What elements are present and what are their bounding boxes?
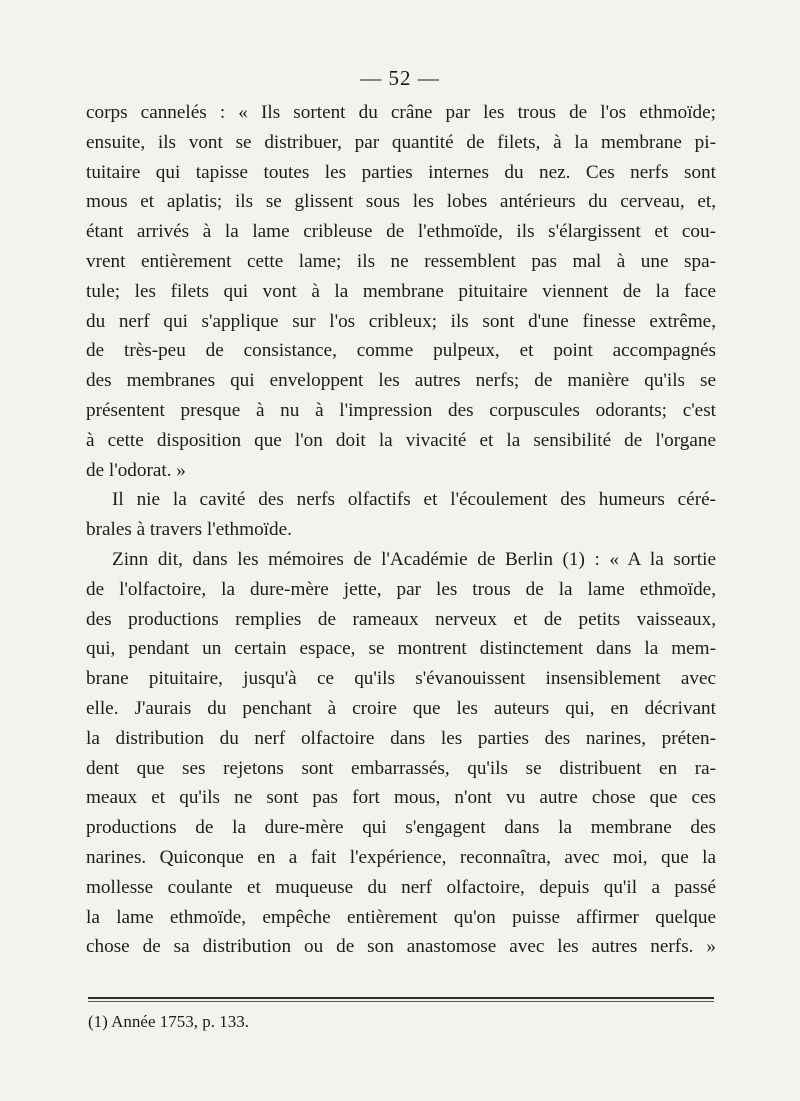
footnote-divider — [88, 997, 714, 999]
text-line: mous et aplatis; ils se glissent sous les lobes antérieurs du cerveau, et, — [86, 191, 716, 213]
text-line: corps cannelés : « Ils sortent du crâne par les trous de l'os ethmoïde; — [86, 102, 716, 123]
text-line: meaux et qu'ils ne sont pas fort mous, n'ont vu autre chose que ces — [86, 787, 716, 809]
text-line: productions de la dure-mère qui s'engagent dans la membrane des — [86, 817, 716, 839]
text-line: la distribution du nerf olfactoire dans les parties des narines, préten- — [86, 727, 716, 749]
text-line: tuitaire qui tapisse toutes les parties internes du nez. Ces nerfs sont — [86, 161, 716, 183]
text-line: présentent presque à nu à l'impression des corpuscules odorants; c'est — [86, 399, 716, 421]
text-line: dent que ses rejetons sont embarrassés, qu'ils se distribuent en ra- — [86, 757, 716, 779]
text-line: narines. Quiconque en a fait l'expérience, reconnaîtra, avec moi, que la — [86, 846, 716, 868]
text-line: qui, pendant un certain espace, se montrent distinctement dans la mem- — [86, 638, 716, 660]
footnote-divider-thin — [88, 1001, 714, 1002]
text-line: mollesse coulante et muqueuse du nerf olfactoire, depuis qu'il a passé — [86, 876, 716, 898]
text-line: elle. J'aurais du penchant à croire que les auteurs qui, en décrivant — [86, 697, 716, 719]
text-line: du nerf qui s'applique sur l'os cribleux; ils sont d'une finesse extrême, — [86, 310, 716, 332]
text-line: Zinn dit, dans les mémoires de l'Académie de Berlin (1) : « A la sortie — [112, 548, 716, 570]
text-line: Il nie la cavité des nerfs olfactifs et l'écoulement des humeurs céré- — [112, 489, 716, 511]
text-line: à cette disposition que l'on doit la vivacité et la sensibilité de l'organe — [86, 429, 716, 451]
text-line: brane pituitaire, jusqu'à ce qu'ils s'évanouissent insensiblement avec — [86, 668, 716, 690]
text-line: tule; les filets qui vont à la membrane pituitaire viennent de la face — [86, 280, 716, 302]
text-line: de très-peu de consistance, comme pulpeux, et point accompagnés — [86, 340, 716, 362]
text-line: de l'olfactoire, la dure-mère jette, par les trous de la lame ethmoïde, — [86, 578, 716, 600]
page-number: — 52 — — [360, 66, 440, 90]
text-line: de l'odorat. » — [86, 459, 186, 481]
footnote: (1) Année 1753, p. 133. — [88, 1012, 250, 1031]
text-line: brales à travers l'ethmoïde. — [86, 519, 292, 541]
text-line: étant arrivés à la lame cribleuse de l'ethmoïde, ils s'élargissent et cou- — [86, 221, 716, 243]
text-line: des membranes qui enveloppent les autres nerfs; de manière qu'ils se — [86, 370, 716, 392]
body-text — [86, 98, 716, 962]
text-line: vrent entièrement cette lame; ils ne ressemblent pas mal à une spa- — [86, 250, 716, 272]
text-line: ensuite, ils vont se distribuer, par quantité de filets, à la membrane pi- — [86, 131, 716, 153]
text-line: la lame ethmoïde, empêche entièrement qu'on puisse affirmer quelque — [86, 906, 716, 928]
text-line: chose de sa distribution ou de son anastomose avec les autres nerfs. » — [86, 936, 716, 958]
text-line: des productions remplies de rameaux nerveux et de petits vaisseaux, — [86, 608, 716, 630]
